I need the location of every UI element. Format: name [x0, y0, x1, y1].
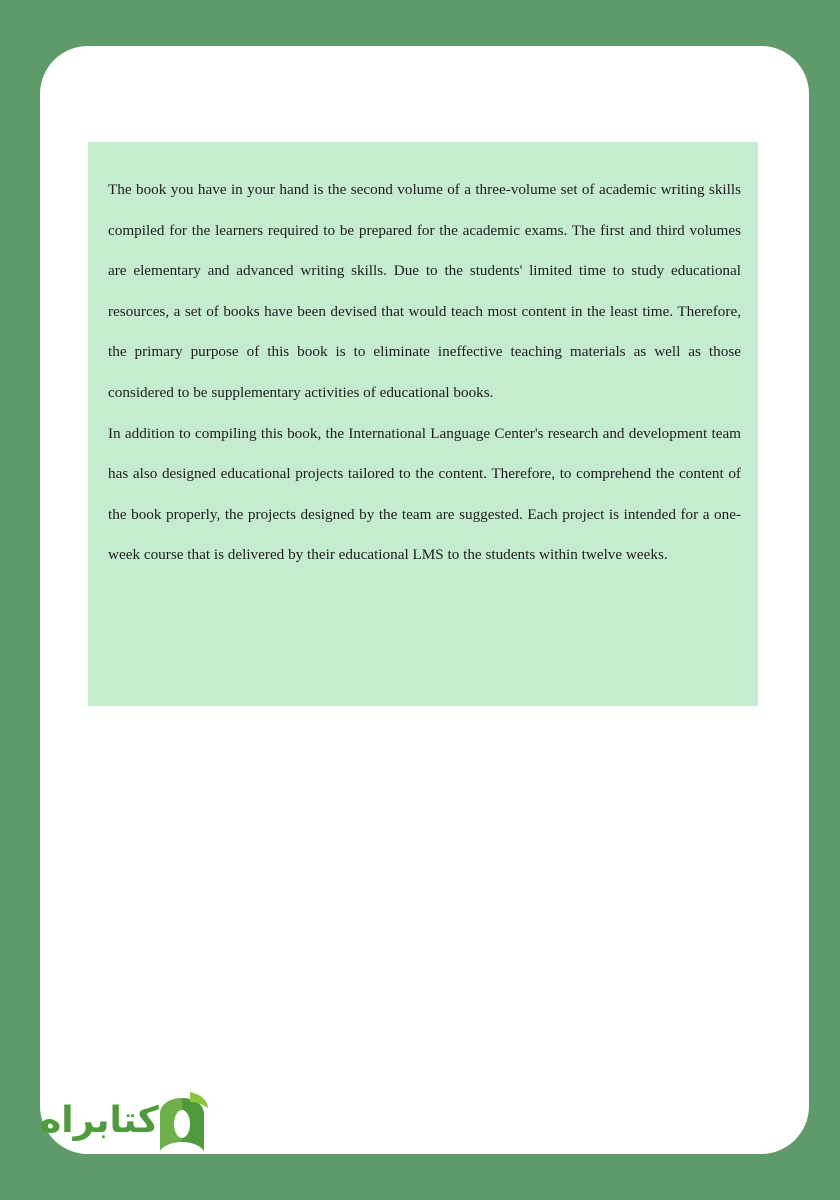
intro-text-box — [88, 142, 758, 706]
logo-text: کتابراه — [40, 1100, 159, 1141]
book-page — [40, 46, 809, 1154]
paragraph-1: The book you have in your hand is the second volume of a three-volume set of academic writing skills compiled for the learners required to be prepared for the academic exams. The first and third volumes are elementary and advanced writing skills. Due to the students' limited time to study educational resources, a set of books have been devised that would teach most content in the least time. Therefore, the primary purpose of this book is to eliminate ineffective teaching materials as well as those considered to be supplementary activities of educational books. — [108, 181, 741, 401]
book-leaf-icon — [152, 1092, 210, 1156]
ketabrah-logo — [40, 1092, 212, 1158]
paragraph-2: In addition to compiling this book, the International Language Center's research and development team has also designed educational projects tailored to the content. Therefore, to comprehend the content of the book properly, the projects designed by the team are suggested. Each project is intended for a one-week course that is delivered by their educational LMS to the students within twelve weeks. — [108, 424, 741, 564]
